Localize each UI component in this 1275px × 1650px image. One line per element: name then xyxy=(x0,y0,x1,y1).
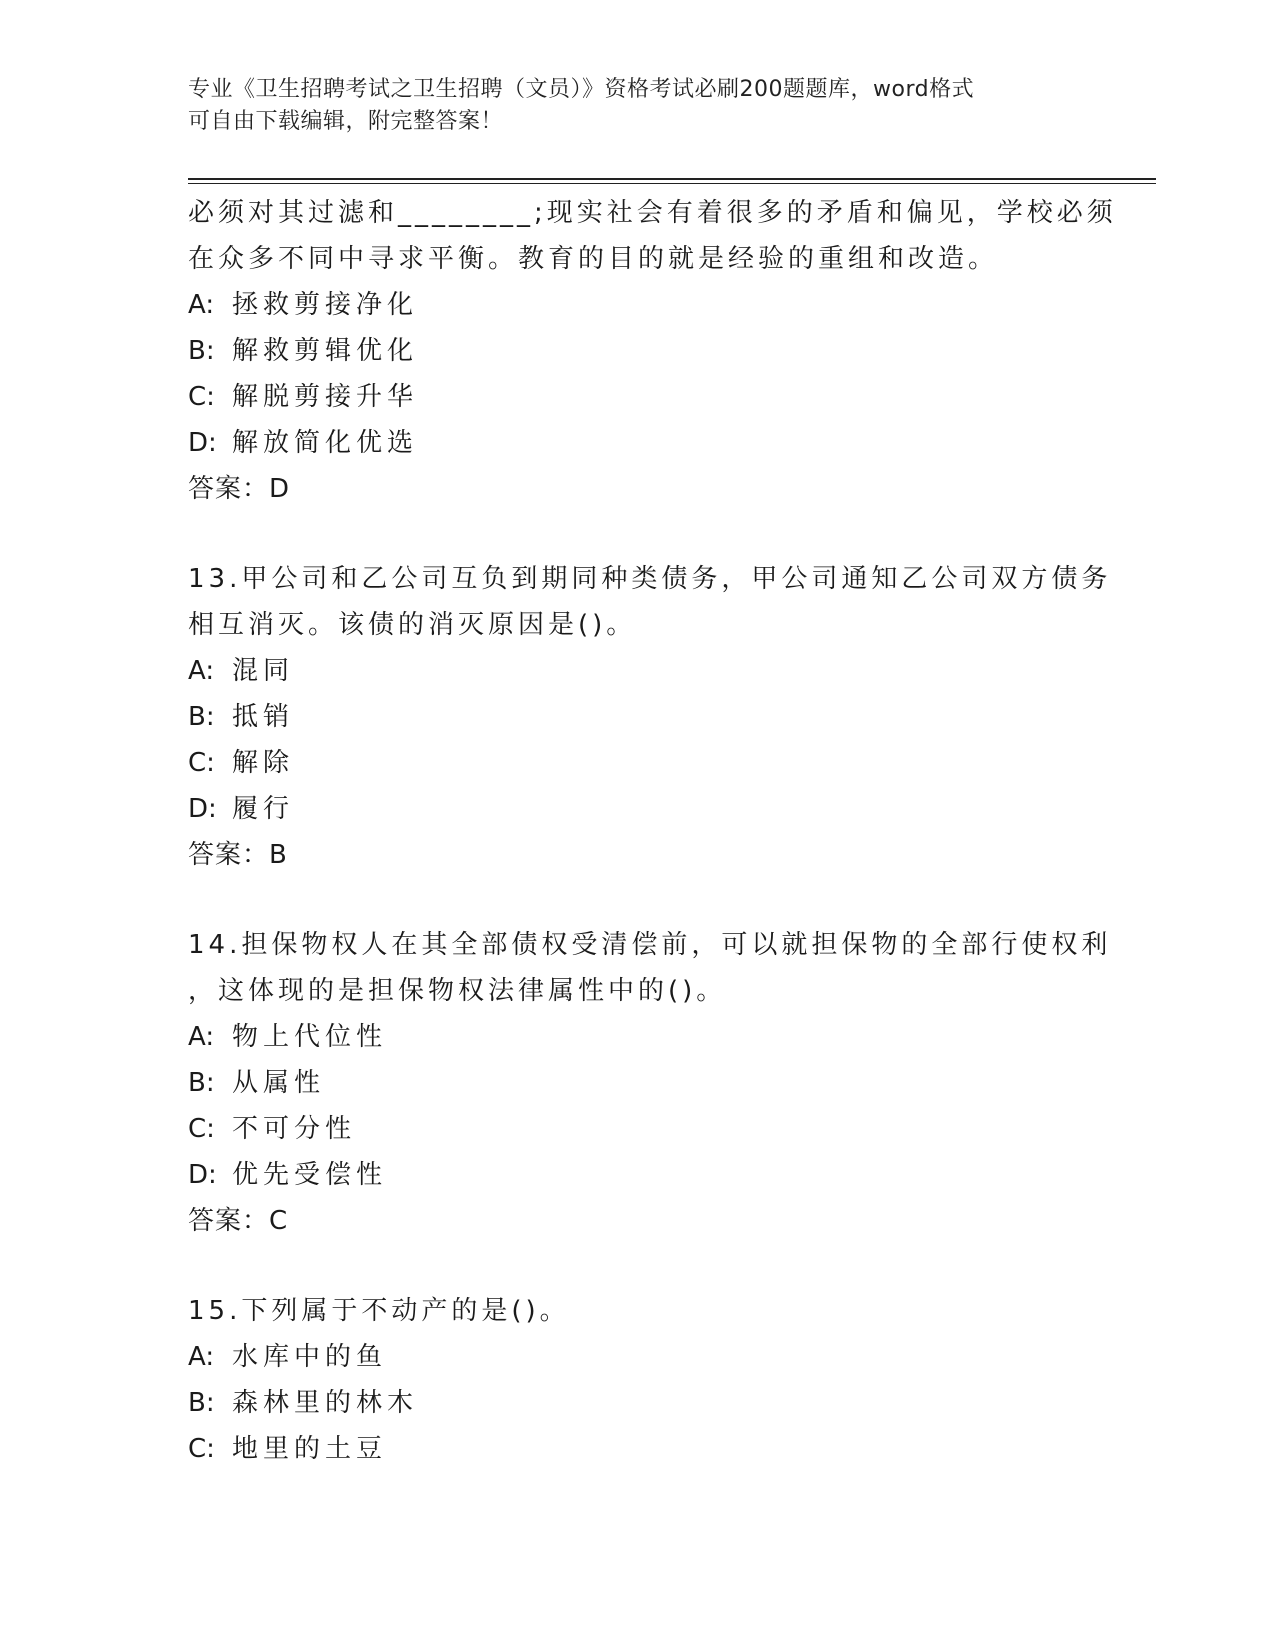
header-rule-thick xyxy=(188,178,1156,180)
option-a xyxy=(188,1334,1088,1380)
option-b xyxy=(188,328,1088,374)
answer-label: 答案： xyxy=(188,840,270,870)
question-gap xyxy=(188,1244,1088,1288)
option-text: 解除 xyxy=(232,748,295,778)
option-key: B: xyxy=(188,1068,215,1098)
option-text: 解脱剪接升华 xyxy=(232,382,419,412)
option-text: 不可分性 xyxy=(232,1114,357,1144)
question-text-line: 14.担保物权人在其全部债权受清偿前，可以就担保物的全部行使权利 xyxy=(188,930,1112,960)
document-header xyxy=(188,74,1068,138)
option-key: C: xyxy=(188,1114,215,1144)
answer-value: D xyxy=(269,474,291,504)
option-text: 履行 xyxy=(232,794,295,824)
option-key: B: xyxy=(188,702,215,732)
option-c xyxy=(188,740,1088,786)
option-a xyxy=(188,648,1088,694)
question-12 xyxy=(188,190,1117,512)
option-c xyxy=(188,374,1088,420)
option-text: 从属性 xyxy=(232,1068,326,1098)
question-text-line: 必须对其过滤和________;现实社会有着很多的矛盾和偏见，学校必须 xyxy=(188,198,1117,228)
option-key: D: xyxy=(188,794,217,824)
header-title-line-2: 可自由下载编辑，附完整答案！ xyxy=(188,109,504,134)
option-key: A: xyxy=(188,1022,215,1052)
answer-label: 答案： xyxy=(188,474,270,504)
option-c xyxy=(188,1426,1088,1472)
option-key: B: xyxy=(188,1388,215,1418)
option-d xyxy=(188,420,1088,466)
option-key: A: xyxy=(188,1342,215,1372)
question-text-line: 相互消灭。该债的消灭原因是()。 xyxy=(188,610,637,640)
option-key: C: xyxy=(188,748,215,778)
option-text: 水库中的鱼 xyxy=(232,1342,388,1372)
option-text: 物上代位性 xyxy=(232,1022,388,1052)
answer-value: C xyxy=(269,1206,289,1236)
question-gap xyxy=(188,512,1088,556)
option-d xyxy=(188,786,1088,832)
header-title-line-1: 专业《卫生招聘考试之卫生招聘（文员）》资格考试必刷200题题库，word格式 xyxy=(188,77,975,102)
question-gap xyxy=(188,878,1088,922)
option-b xyxy=(188,1380,1088,1426)
option-text: 拯救剪接净化 xyxy=(232,290,419,320)
question-text-line: ，这体现的是担保物权法律属性中的()。 xyxy=(188,976,727,1006)
option-a xyxy=(188,1014,1088,1060)
option-key: D: xyxy=(188,428,217,458)
option-key: C: xyxy=(188,382,215,412)
answer-line xyxy=(188,466,1088,512)
option-key: D: xyxy=(188,1160,217,1190)
option-text: 混同 xyxy=(232,656,295,686)
option-text: 解救剪辑优化 xyxy=(232,336,419,366)
answer-label: 答案： xyxy=(188,1206,270,1236)
option-c xyxy=(188,1106,1088,1152)
question-14 xyxy=(188,922,1112,1244)
answer-line xyxy=(188,1198,1088,1244)
question-text-line: 在众多不同中寻求平衡。教育的目的就是经验的重组和改造。 xyxy=(188,244,999,274)
option-b xyxy=(188,694,1088,740)
option-text: 优先受偿性 xyxy=(232,1160,388,1190)
option-text: 抵销 xyxy=(232,702,295,732)
question-13 xyxy=(188,556,1112,878)
option-key: B: xyxy=(188,336,215,366)
question-15 xyxy=(188,1288,1088,1472)
option-b xyxy=(188,1060,1088,1106)
option-text: 森林里的林木 xyxy=(232,1388,419,1418)
question-text-line: 13.甲公司和乙公司互负到期同种类债务，甲公司通知乙公司双方债务 xyxy=(188,564,1112,594)
option-text: 地里的土豆 xyxy=(232,1434,388,1464)
question-list xyxy=(188,190,1117,1472)
question-text-line: 15.下列属于不动产的是()。 xyxy=(188,1296,570,1326)
answer-value: B xyxy=(269,840,288,870)
option-a xyxy=(188,282,1088,328)
option-d xyxy=(188,1152,1088,1198)
option-key: C: xyxy=(188,1434,215,1464)
header-rule-thin xyxy=(188,183,1156,184)
option-key: A: xyxy=(188,290,215,320)
option-text: 解放简化优选 xyxy=(232,428,419,458)
answer-line xyxy=(188,832,1088,878)
option-key: A: xyxy=(188,656,215,686)
